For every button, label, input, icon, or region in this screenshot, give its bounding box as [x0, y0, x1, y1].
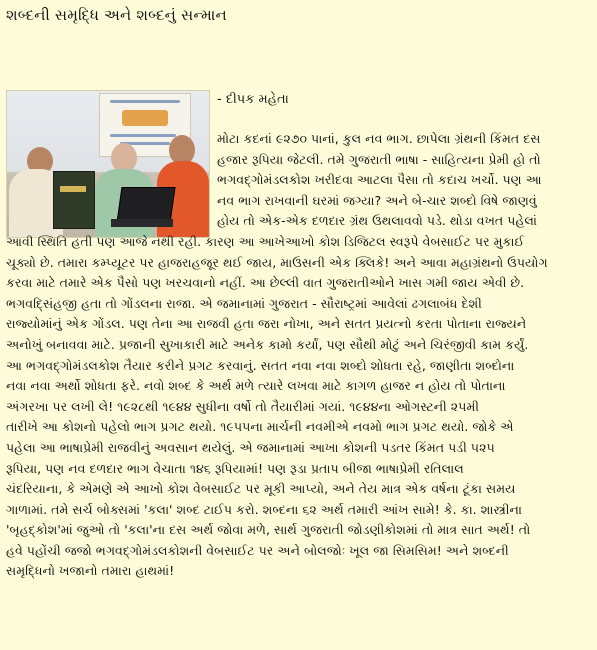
article-body: [0, 129, 597, 582]
body-line: સમૃદ્ધિનો ખજાનો તમારા હાથમાં!: [6, 563, 175, 579]
body-line: ચંદરિયાના, કે એમણે એ આખો કોશ વેબસાઈટ પર મૂકી આપ્યો, અને તેય માત્ર એક વર્ષના ટૂંકા સમય: [6, 481, 516, 497]
article-title: શબ્દની સમૃદ્ધિ અને શબ્દનું સન્માન: [6, 6, 227, 24]
body-line: નવ ભાગ રાખવાની ઘરમાં જગ્યા? અને બે-ચાર શબ્દો વિષે જાણવું: [217, 192, 537, 208]
body-line: ચૂક્યો છે. તમારા કમ્પ્યૂટર પર હાજરાહજૂર થઈ જાય, માઉસની એક ક્લિકે! અને આવા મહાગ્રંથનો ઉપયોગ: [6, 254, 548, 270]
body-line: કરવા માટે તમારે એક પૈસો પણ ખરચવાનો નહીં. આ છેલ્લી વાત ગુજરાતીઓને ખાસ ગમી જાય એવી છે.: [6, 275, 525, 291]
body-line: હવે પહોંચી જજો ભગવદ્ગોમંડલકોશની વેબસાઈટ પર અને બોલજોઃ ખૂલ જા સિમસિમ! અને શબ્દની: [6, 542, 509, 558]
body-line: હજાર રૂપિયા જેટલી. તમે ગુજરાતી ભાષા - સાહિત્યના પ્રેમી હો તો: [217, 151, 541, 167]
body-line: અંગરખા પર લખી લે! ૧૯૨૮થી ૧૯૪૪ સુધીના વર્ષો તો તૈયારીમાં ગયાં. ૧૯૪૪ના ઓગસ્ટની ૨૫મી: [6, 398, 479, 414]
body-line: 'બૃહદ્કોશ'માં જુઓ તો 'કલા'ના દસ અર્થ જોવા મળે, સાર્થ ગુજરાતી જોડણીકોશમાં તો માત્ર સાત અર્થ! તો: [6, 522, 531, 538]
body-line: આવી સ્થિતિ હતી પણ આજે નથી રહી. કારણ આ આખેઆખો કોશ ડિજિટલ સ્વરૂપે વેબસાઈટ પર મુકાઈ: [6, 233, 525, 249]
body-line: રૂપિયા, પણ નવ દળદાર ભાગ વેચાતા ૧૪૬ રૂપિયામાં! પણ રૂડા પ્રતાપ બીજા ભાષાપ્રેમી રતિલાલ: [6, 460, 464, 476]
body-line: હોય તો એક-એક દળદાર ગ્રંથ ઉથલાવવો પડે. થોડા વખત પહેલાં: [217, 213, 538, 229]
body-line: રાજ્યોમાંનું એક ગોંડલ. પણ તેના આ રાજવી હતા જરા નોખા, અને સતત પ્રયત્નો કરતા પોતાના રાજ્યને: [6, 316, 527, 332]
body-line: ભગવદ્ગોમંડલકોશ ખરીદવા આટલા પૈસા તો કદાચ ખર્ચો. પણ આ: [217, 172, 542, 188]
body-line: તારીખે આ કોશનો પહેલો ભાગ પ્રગટ થયો. ૧૯૫૫ના માર્ચની નવમીએ નવમો ભાગ પ્રગટ થયો. જોકે એ: [6, 419, 514, 435]
body-line: મોટા કદનાં ૯૨૭૦ પાનાં, કુલ નવ ભાગ. છાપેલા ગ્રંથની કિંમત દસ: [217, 131, 541, 146]
body-line: નવા નવા અર્થો શોધતા ફરે. નવો શબ્દ કે અર્થ મળે ત્યારે લખવા માટે કાગળ હાજર ન હોય તો પોતાના: [6, 378, 506, 394]
body-line: ગાળામાં. તમે સર્ચ બોક્સમાં 'કલા' શબ્દ ટાઈપ કરો. શબ્દના ૬૨ અર્થ તમારી આંખ સામે! કે. કા. શાસ્ત્રીના: [6, 501, 522, 517]
body-line: પહેલા આ ભાષાપ્રેમી રાજવીનું અવસાન થયેલું. એ જમાનામાં આખા કોશની પડતર કિંમત પડી ૫૨૫: [6, 439, 495, 455]
body-line: આ ભગવદ્ગોમંડલકોશ તૈયાર કરીને પ્રગટ કરવાનું. સતત નવા નવા શબ્દો શોધતા રહે, જાણીતા શબ્દોના: [6, 357, 515, 373]
body-line: અનોખું બનાવવા માટે. પ્રજાની સુખાકારી માટે અનેક કામો કર્યાં, પણ સૌથી મોટું અને ચિરંજીવી કામ કર્યું.: [6, 336, 529, 352]
article-byline: - દીપક મહેતા: [217, 92, 289, 107]
body-line: ભગવદ્સિંહજી હતા તો ગોંડલના રાજા. એ જમાનામાં ગુજરાત - સૌરાષ્ટ્રમાં આવેલાં ઢગલાબંધ દેશી: [6, 295, 482, 311]
